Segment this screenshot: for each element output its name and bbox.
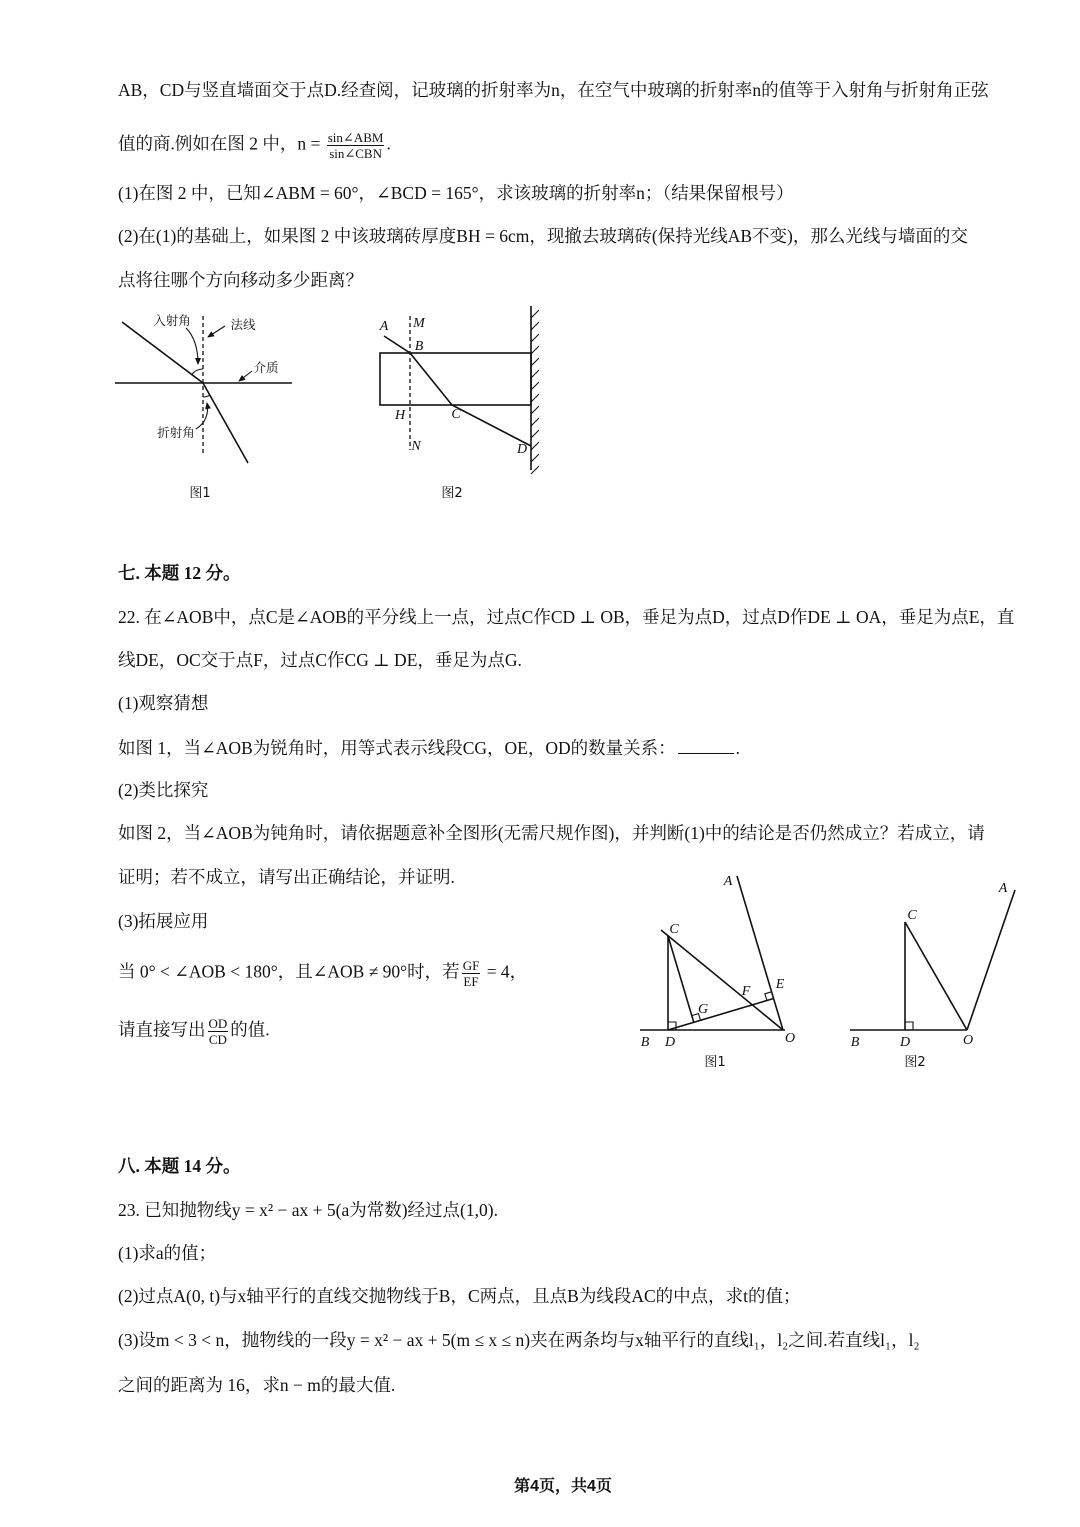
normal-line-label: 法线: [230, 317, 256, 332]
bisector-oc: [661, 930, 783, 1030]
point-b-label: B: [640, 1035, 650, 1050]
q22-part-3-condition: [118, 958, 528, 989]
figure-caption: 图1: [704, 1055, 726, 1070]
q22-part-3-prefix: 当 0° < ∠AOB < 180°，且∠AOB ≠ 90°时，若: [118, 961, 460, 982]
point-b-label: B: [850, 1035, 860, 1050]
q23-line-1-text: 23. 已知抛物线y = x² − ax + 5(a为常数)经过点(1,0).: [118, 1200, 498, 1220]
fraction-numerator: GF: [462, 958, 480, 973]
glass-brick: [380, 353, 531, 405]
q22-part-2-title: [118, 778, 208, 802]
figure-caption: 图2: [441, 486, 463, 501]
q22-part-2-text: 证明；若不成立，请写出正确结论，并证明.: [118, 867, 455, 887]
q21-part-1: [118, 181, 794, 205]
point-d-label: D: [664, 1035, 676, 1050]
q22-figure-2: [850, 881, 1015, 1070]
incident-angle-pointer: [186, 328, 198, 364]
q22-line-1-text: 22. 在∠AOB中，点C是∠AOB的平分线上一点，过点C作CD ⊥ OB，垂足为点D，过点D作DE ⊥ OA，垂足为点E，直: [118, 607, 1015, 627]
point-c-label: C: [451, 407, 461, 422]
section-7-header: [118, 561, 241, 585]
ray-oa: [967, 890, 1015, 1030]
segment-de: [668, 999, 774, 1031]
q22-part-1-question: [118, 736, 740, 760]
q21-part-2-line-2: [118, 268, 363, 292]
q22-part-3-suffix: = 4，: [482, 961, 528, 982]
refraction-angle-label: 折射角: [157, 425, 195, 440]
q23-part-2: [118, 1284, 801, 1308]
point-f-label: F: [741, 984, 751, 999]
point-o-label: O: [784, 1031, 796, 1046]
fraction-denominator: CD: [208, 1032, 227, 1047]
point-a-label: A: [379, 319, 389, 334]
light-path: [384, 336, 531, 446]
refraction-angle-arc: [203, 395, 210, 397]
point-b-label: B: [414, 339, 424, 354]
right-angle-mark-d: [905, 1022, 913, 1030]
point-d-label: D: [516, 442, 528, 457]
incident-ray: [122, 322, 203, 383]
q23-part-1: [118, 1241, 216, 1265]
segment-cg: [668, 936, 694, 1022]
refraction-angle-pointer: [196, 403, 208, 429]
q23-part-3-text: 之间的距离为 16，求n − m的最大值.: [118, 1375, 396, 1395]
q22-part-3-ask-suffix: 的值.: [230, 1019, 270, 1040]
part-title-text: (1)观察猜想: [118, 693, 209, 713]
point-c-label: C: [907, 908, 917, 923]
point-o-label: O: [962, 1033, 974, 1048]
normal-line-pointer: [208, 326, 225, 337]
incident-angle-label: 入射角: [153, 313, 191, 328]
q22-part-2-line-1: [118, 821, 985, 845]
q23-part-2-text: (2)过点A(0, t)与x轴平行的直线交抛物线于B，C两点，且点B为线段AC的中点，求t的值；: [118, 1286, 801, 1306]
q23-line-1: [118, 1198, 498, 1222]
fraction-denominator: sin∠CBN: [329, 146, 382, 161]
q21-line-1: [118, 78, 989, 102]
q22-part-2-line-2: [118, 865, 455, 889]
segment-co: [905, 922, 967, 1030]
q22-part-1-title: [118, 691, 208, 715]
point-m-label: M: [413, 316, 425, 331]
figure-caption: 图2: [904, 1055, 926, 1070]
incident-angle-arc: [192, 369, 203, 375]
q22-line-2: [118, 648, 522, 672]
q23-part-3-line-2: [118, 1373, 395, 1397]
section-header-text: 七. 本题 12 分。: [118, 563, 241, 583]
fraction-denominator: EF: [463, 974, 479, 989]
wall-hatching: [531, 310, 539, 474]
q21-line-2: [118, 130, 391, 161]
od-over-cd-fraction: [208, 1016, 229, 1047]
q21-figure-1: [115, 313, 292, 501]
point-d-label: D: [899, 1035, 911, 1050]
ray-oa: [737, 876, 783, 1030]
part-title-text: (3)拓展应用: [118, 911, 209, 931]
q21-part-2-text: (2)在(1)的基础上，如果图 2 中该玻璃砖厚度BH = 6cm，现撤去玻璃砖(保持光线AB不变)，那么光线与墙面的交: [118, 226, 968, 246]
q22-part-1-suffix: .: [735, 738, 741, 758]
point-h-label: H: [394, 408, 406, 423]
q23-part-1-text: (1)求a的值；: [118, 1243, 217, 1263]
q21-part-1-text: (1)在图 2 中，已知∠ABM = 60°，∠BCD = 165°，求该玻璃的折射率n；（结果保留根号）: [118, 183, 794, 203]
q21-line-2-prefix: 值的商.例如在图 2 中，n =: [118, 133, 325, 154]
point-a-label: A: [998, 881, 1008, 896]
refracted-ray: [203, 383, 248, 463]
part-title-text: (2)类比探究: [118, 780, 209, 800]
q23-part-3-line-1: [118, 1328, 920, 1352]
point-a-label: A: [723, 874, 733, 889]
right-angle-mark-e: [765, 992, 772, 1001]
point-n-label: N: [411, 439, 421, 454]
point-e-label: E: [775, 977, 785, 992]
q21-part-2-text: 点将往哪个方向移动多少距离？: [118, 270, 363, 290]
page-footer: 第4页，共4页: [514, 1478, 612, 1495]
q23-part-3-text: (3)设m < 3 < n，抛物线的一段y = x² − ax + 5(m ≤ x ≤ n)夹在两条均与x轴平行的直线l₁，l₂之间.若直线l₁，l₂: [118, 1330, 920, 1350]
fraction-numerator: OD: [208, 1016, 228, 1031]
refractive-index-fraction: [327, 130, 385, 161]
right-angle-mark-g: [692, 1014, 701, 1021]
q21-line-1-text: AB，CD与竖直墙面交于点D.经查阅，记玻璃的折射率为n，在空气中玻璃的折射率n的值等于入射角与折射角正弦: [118, 80, 989, 100]
medium-label: 介质: [253, 360, 279, 375]
q22-part-1-text: 如图 1，当∠AOB为锐角时，用等式表示线段CG，OE，OD的数量关系：: [118, 738, 676, 758]
answer-blank: [678, 737, 734, 754]
medium-pointer: [239, 371, 252, 381]
section-header-text: 八. 本题 14 分。: [118, 1156, 241, 1176]
point-g-label: G: [697, 1002, 709, 1017]
fraction-numerator: sin∠ABM: [327, 130, 384, 145]
q22-line-2-text: 线DE，OC交于点F，过点C作CG ⊥ DE，垂足为点G.: [118, 650, 522, 670]
right-angle-mark-d: [668, 1022, 676, 1030]
q22-line-1: [118, 605, 1014, 629]
section-8-header: [118, 1154, 241, 1178]
q21-line-2-suffix: .: [386, 133, 391, 154]
q22-figure-1: [640, 874, 795, 1070]
figure-caption: 图1: [189, 486, 211, 501]
q22-part-3-title: [118, 909, 208, 933]
q21-part-2-line-1: [118, 224, 968, 248]
q22-part-3-ask: [118, 1016, 270, 1047]
point-c-label: C: [669, 922, 679, 937]
q21-figure-2: [379, 306, 539, 501]
q22-part-2-text: 如图 2，当∠AOB为钝角时，请依据题意补全图形(无需尺规作图)，并判断(1)中的结论是否仍然成立？若成立，请: [118, 823, 985, 843]
gf-over-ef-fraction: [462, 958, 481, 989]
q22-part-3-ask-prefix: 请直接写出: [118, 1019, 206, 1040]
